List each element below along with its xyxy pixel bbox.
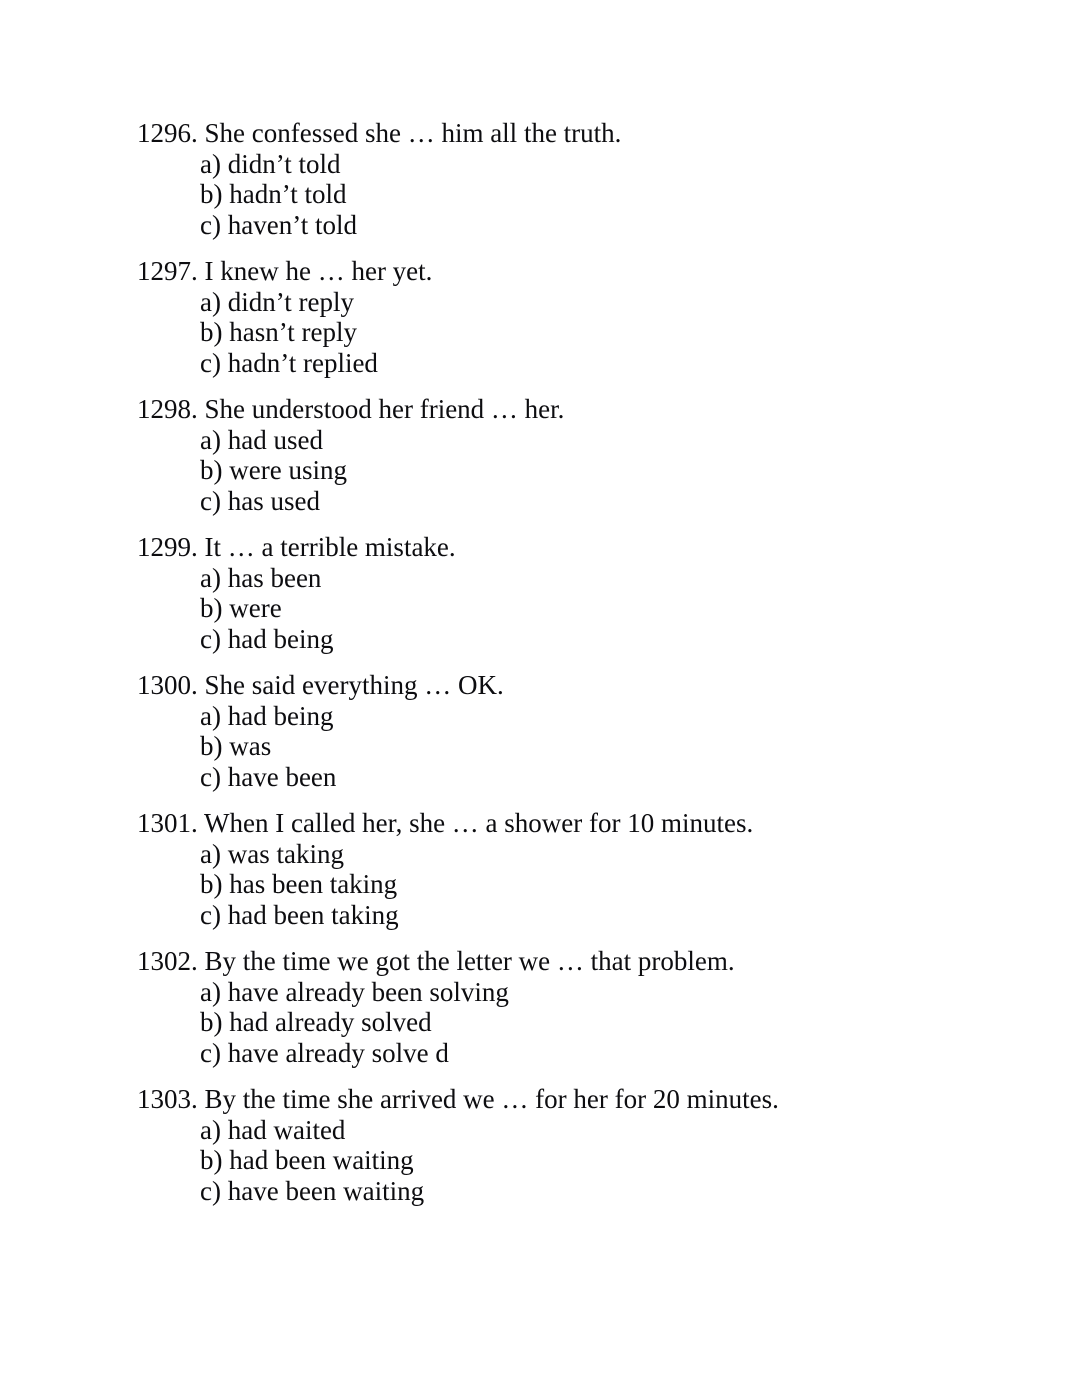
answer-option[interactable]: b) was bbox=[200, 731, 272, 761]
answer-option[interactable]: a) had being bbox=[200, 700, 334, 731]
question-block bbox=[137, 394, 990, 516]
question-stem: 1300. She said everything … OK. bbox=[137, 670, 504, 700]
answer-option[interactable]: b) hadn’t told bbox=[200, 179, 347, 209]
answer-option[interactable]: a) had used bbox=[200, 424, 323, 455]
answer-option[interactable]: a) has been bbox=[200, 562, 322, 593]
option-list bbox=[137, 563, 990, 655]
answer-option[interactable]: a) was taking bbox=[200, 838, 344, 869]
question-stem: 1301. When I called her, she … a shower for 10 minutes. bbox=[137, 808, 754, 838]
answer-option[interactable]: b) had already solved bbox=[200, 1007, 432, 1037]
option-list bbox=[137, 149, 990, 241]
answer-option[interactable]: b) were bbox=[200, 593, 282, 623]
option-list bbox=[137, 839, 990, 931]
answer-option[interactable]: c) have been bbox=[200, 761, 337, 792]
question-block bbox=[137, 946, 990, 1068]
question-list bbox=[137, 118, 990, 1206]
question-block bbox=[137, 532, 990, 654]
question-stem: 1303. By the time she arrived we … for her for 20 minutes. bbox=[137, 1084, 779, 1114]
option-list bbox=[137, 701, 990, 793]
question-stem: 1299. It … a terrible mistake. bbox=[137, 532, 456, 562]
answer-option[interactable]: b) has been taking bbox=[200, 869, 398, 899]
question-block bbox=[137, 670, 990, 792]
question-stem: 1302. By the time we got the letter we … that problem. bbox=[137, 946, 735, 976]
answer-option[interactable]: c) hadn’t replied bbox=[200, 347, 378, 378]
option-list bbox=[137, 1115, 990, 1207]
answer-option[interactable]: a) didn’t told bbox=[200, 148, 341, 179]
question-block bbox=[137, 1084, 990, 1206]
answer-option[interactable]: c) haven’t told bbox=[200, 209, 357, 240]
answer-option[interactable]: a) had waited bbox=[200, 1114, 346, 1145]
answer-option[interactable]: a) didn’t reply bbox=[200, 286, 354, 317]
question-block bbox=[137, 256, 990, 378]
answer-option[interactable]: c) have already solve d bbox=[200, 1037, 449, 1068]
question-block bbox=[137, 118, 990, 240]
option-list bbox=[137, 977, 990, 1069]
answer-option[interactable]: b) had been waiting bbox=[200, 1145, 414, 1175]
answer-option[interactable]: c) have been waiting bbox=[200, 1175, 425, 1206]
question-stem: 1296. She confessed she … him all the truth. bbox=[137, 118, 622, 148]
answer-option[interactable]: c) has used bbox=[200, 485, 320, 516]
answer-option[interactable]: a) have already been solving bbox=[200, 976, 509, 1007]
question-stem: 1298. She understood her friend … her. bbox=[137, 394, 565, 424]
option-list bbox=[137, 425, 990, 517]
answer-option[interactable]: b) hasn’t reply bbox=[200, 317, 357, 347]
question-block bbox=[137, 808, 990, 930]
question-stem: 1297. I knew he … her yet. bbox=[137, 256, 433, 286]
answer-option[interactable]: c) had been taking bbox=[200, 899, 399, 930]
answer-option[interactable]: c) had being bbox=[200, 623, 334, 654]
answer-option[interactable]: b) were using bbox=[200, 455, 347, 485]
option-list bbox=[137, 287, 990, 379]
